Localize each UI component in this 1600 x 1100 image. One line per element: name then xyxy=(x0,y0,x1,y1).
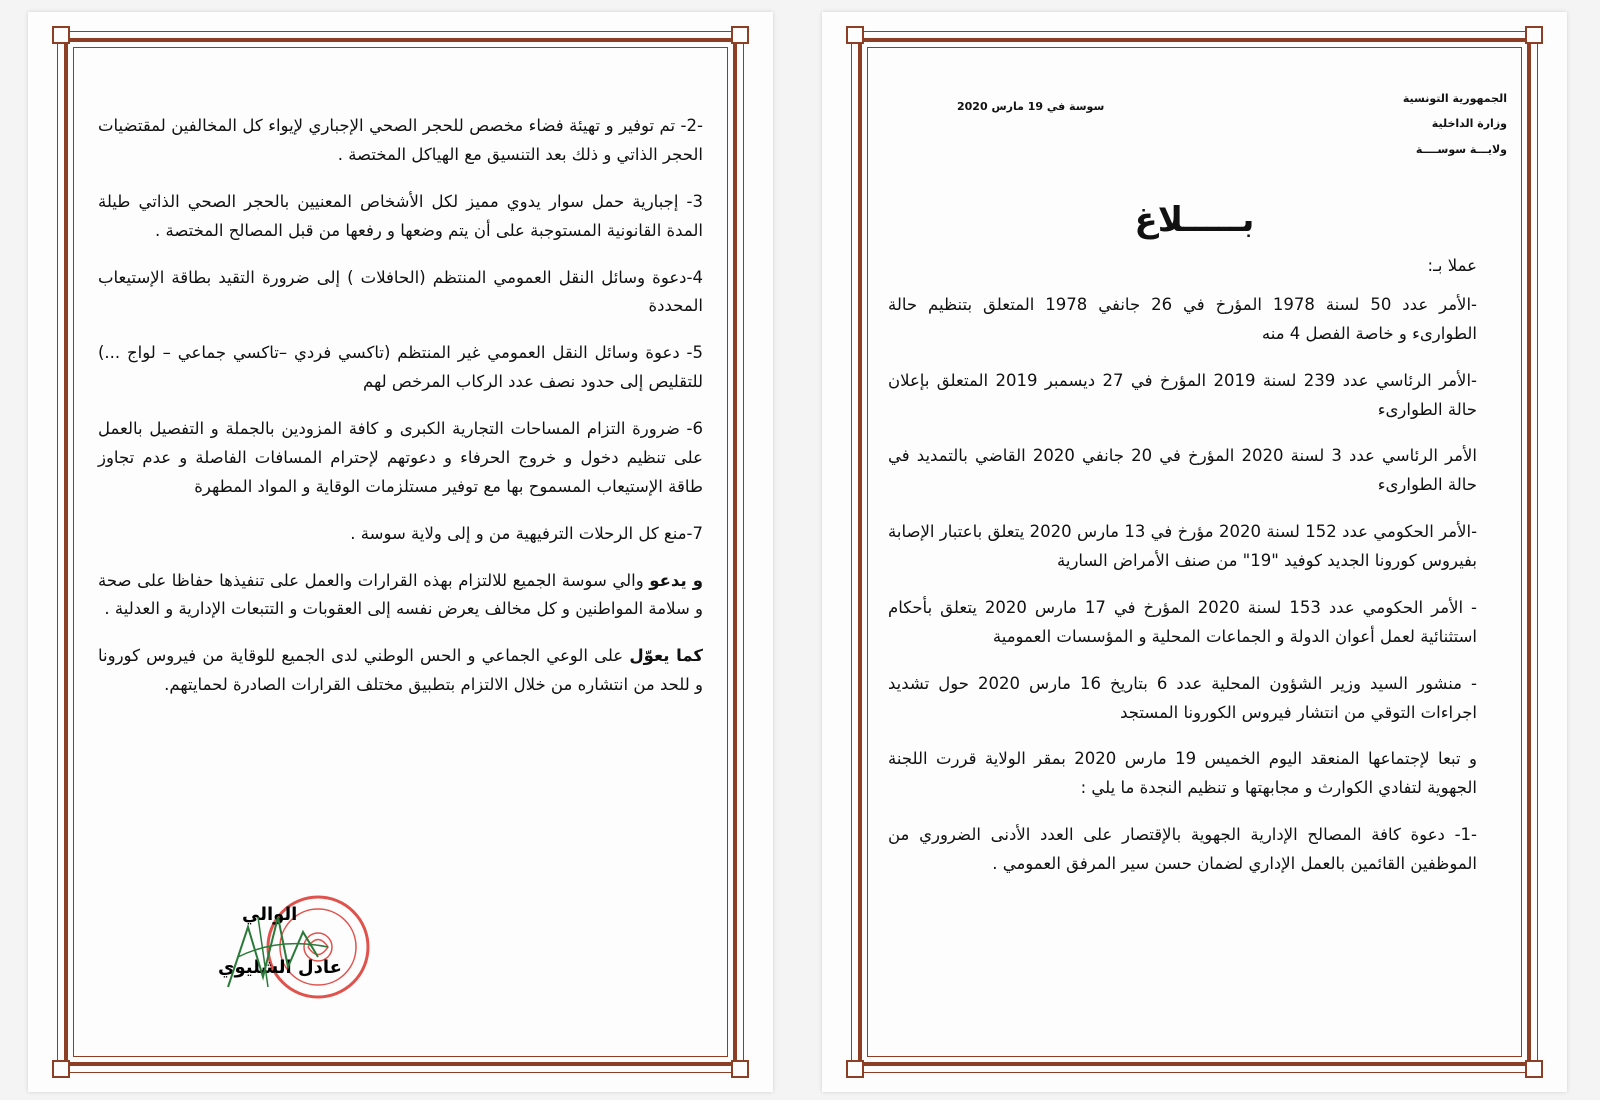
decision-2: -2- تم توفير و تهيئة فضاء مخصص للحجر الصحي الإجباري لإيواء كل المخالفين لمقتضيات الحجر الذاتي و ذلك بعد التنسيق مع الهياكل المختصة . xyxy=(98,116,703,164)
committee-decision-intro: و تبعا لإجتماعها المنعقد اليوم الخميس 19 مارس 2020 بمقر الولاية قررت اللجنة الجهوية لتفادي الكوارث و مجابهتها و تنظيم النجدة ما يلي : xyxy=(888,749,1477,798)
decision-4: 4-دعوة وسائل النقل العمومي المنتظم (الحافلات ) إلى ضرورة التقيد بطاقة الإستيعاب المحددة xyxy=(98,267,703,316)
frame-corner xyxy=(846,26,864,44)
page-right xyxy=(822,12,1567,1092)
closing-appeal-text: على الوعي الجماعي و الحس الوطني لدى الجميع للوقاية من فيروس كورونا و للحد من انتشاره من خلال الالتزام بتطبيق مختلف القرارات الصادرة لحمايتهم. xyxy=(98,646,703,695)
legal-reference: - منشور السيد وزير الشؤون المحلية عدد 6 بتاريخ 16 مارس 2020 حول تشديد اجراءات التوقي من انتشار فيروس الكورونا المستجد xyxy=(888,673,1477,722)
decision-6: 6- ضرورة التزام المساحات التجارية الكبرى و كافة المزودين بالجملة و التفصيل بالعمل على تنظيم دخول و خروج الحرفاء و دعوتهم لإحترام المسافات الفاصلة و عدم تجاوز طاقة الإستيعاب المسموح بها مع توفير مستلزمات الوقاية و المواد المطهرة xyxy=(98,419,703,496)
frame-corner xyxy=(52,26,70,44)
decision-7: 7-منع كل الرحلات الترفيهية من و إلى ولاية سوسة . xyxy=(350,523,703,543)
intro-line: عملا بـ: xyxy=(1427,256,1477,275)
legal-reference: الأمر الرئاسي عدد 3 لسنة 2020 المؤرخ في 20 جانفي 2020 القاضي بالتمديد في حالة الطوارىء xyxy=(888,446,1478,495)
frame-corner xyxy=(1525,26,1543,44)
legal-reference: -الأمر الحكومي عدد 152 لسنة 2020 مؤرخ في 13 مارس 2020 يتعلق باعتبار الإصابة بفيروس كورونا الجديد كوفيد "19" من صنف الأمراض السارية xyxy=(888,522,1478,570)
republic-name: الجمهورية التونسية xyxy=(1402,92,1507,105)
frame-corner xyxy=(731,1060,749,1078)
document-title: بـــــلاغ xyxy=(1134,200,1255,240)
decision-3: 3- إجبارية حمل سوار يدوي مميز لكل الأشخاص المعنيين بالحجر الصحي الذاتي طيلة المدة القانونية المستوجبة على أن يتم وضعها و رفعها من قبل المصالح المختصة . xyxy=(98,191,703,240)
frame-corner xyxy=(52,1060,70,1078)
governorate-name: ولايـــة سوســــة xyxy=(1415,142,1507,156)
left-page-body xyxy=(98,112,703,1052)
frame-corner xyxy=(731,26,749,44)
signature-name: عادل الشليوي xyxy=(218,957,342,978)
legal-reference: -الأمر عدد 50 لسنة 1978 المؤرخ في 26 جانفي 1978 المتعلق بتنظيم حالة الطوارىء و خاصة الفصل 4 منه xyxy=(888,294,1477,343)
closing-call-lead: و يدعو xyxy=(649,570,703,590)
page-left xyxy=(28,12,773,1092)
document-date: سوسة في 19 مارس 2020 xyxy=(957,100,1105,113)
closing-appeal-lead: كما يعوّل xyxy=(629,646,703,666)
closing-appeal xyxy=(98,642,703,700)
letterhead xyxy=(882,86,1507,176)
legal-reference: -الأمر الرئاسي عدد 239 لسنة 2019 المؤرخ في 27 ديسمبر 2019 المتعلق بإعلان حالة الطوارىء xyxy=(888,370,1478,419)
decision-5: 5- دعوة وسائل النقل العمومي غير المنتظم (تاكسي فردي –تاكسي جماعي – لواج ...) للتقليص إلى حدود نصف عدد الركاب المرخص لهم xyxy=(98,343,703,392)
issuing-authority xyxy=(1403,86,1507,162)
handwritten-signature-icon xyxy=(208,897,348,997)
closing-call xyxy=(98,567,703,625)
frame-corner xyxy=(1525,1060,1543,1078)
frame-corner xyxy=(846,1060,864,1078)
ministry-name: وزارة الداخلية xyxy=(1431,117,1507,131)
right-page-body xyxy=(888,252,1477,1052)
decision-1: -1- دعوة كافة المصالح الإدارية الجهوية بالإقتصار على العدد الأدنى الضروري من الموظفين القائمين بالعمل الإداري لضمان حسن سير المرفق العمومي . xyxy=(888,825,1477,873)
closing-call-text: والي سوسة الجميع للالتزام بهذه القرارات والعمل على تنفيذها حفاظا على صحة و سلامة المواطنين و كل مخالف يعرض نفسه إلى العقوبات و التتبعات الإدارية و العدلية . xyxy=(98,570,703,619)
signature-title: الوالي xyxy=(242,904,298,925)
legal-reference: - الأمر الحكومي عدد 153 لسنة 2020 المؤرخ في 17 مارس 2020 يتعلق بأحكام استثنائية لعمل أعوان الدولة و الجماعات المحلية و المؤسسات العمومية xyxy=(888,597,1478,646)
signature-block xyxy=(208,892,398,1002)
